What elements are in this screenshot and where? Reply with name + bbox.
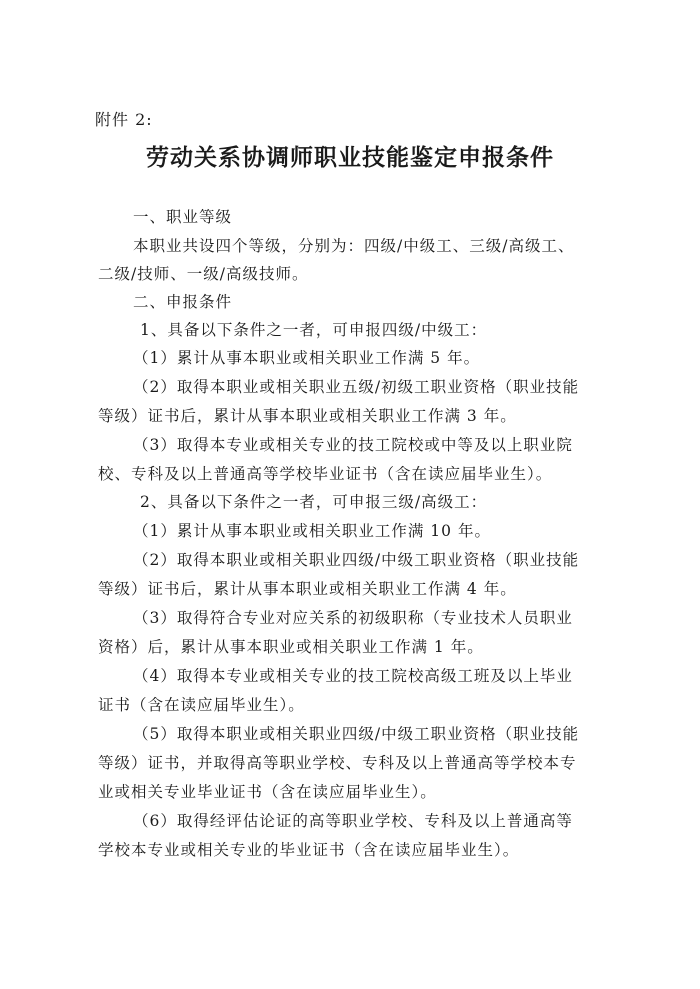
paragraph-line: （2）取得本职业或相关职业五级/初级工职业资格（职业技能 [133,378,580,396]
paragraph-line: （3）取得符合专业对应关系的初级职称（专业技术人员职业 [133,609,573,627]
paragraph-line: 二级/技师、一级/高级技师。 [98,265,309,283]
paragraph-line: 校、专科及以上普通高等学校毕业证书（含在读应届毕业生）。 [98,465,553,483]
paragraph-line: 等级）证书后，累计从事本职业或相关职业工作满 3 年。 [98,407,517,425]
paragraph-line: （1）累计从事本职业或相关职业工作满 5 年。 [133,349,481,367]
paragraph-line: 业或相关专业毕业证书（含在读应届毕业生）。 [98,783,437,801]
paragraph-line: 等级）证书，并取得高等职业学校、专科及以上普通高等学校本专 [98,754,577,772]
paragraph-line: 证书（含在读应届毕业生）。 [98,696,305,714]
paragraph-line: 本职业共设四个等级，分别为：四级/中级工、三级/高级工、 [133,237,575,255]
section-heading-levels: 一、职业等级 [133,208,233,226]
paragraph-line: （6）取得经评估论证的高等职业学校、专科及以上普通高等 [133,812,573,830]
paragraph-line: （4）取得本专业或相关专业的技工院校高级工班及以上毕业 [133,667,573,685]
paragraph-line: （5）取得本职业或相关职业四级/中级工职业资格（职业技能 [133,725,580,743]
paragraph-line: （2）取得本职业或相关职业四级/中级工职业资格（职业技能 [133,551,580,569]
paragraph-line: （3）取得本专业或相关专业的技工院校或中等及以上职业院 [133,436,573,454]
section-heading-conditions: 二、申报条件 [133,293,233,311]
paragraph-line: 学校本专业或相关专业的毕业证书（含在读应届毕业生）。 [98,841,520,859]
attachment-label: 附件 2: [95,110,153,129]
paragraph-line: 资格）后，累计从事本职业或相关职业工作满 1 年。 [98,638,484,656]
document-title: 劳动关系协调师职业技能鉴定申报条件 [146,144,554,171]
paragraph-line: 等级）证书后，累计从事本职业或相关职业工作满 4 年。 [98,580,517,598]
condition-heading: 2、具备以下条件之一者，可申报三级/高级工： [140,493,488,511]
condition-heading: 1、具备以下条件之一者，可申报四级/中级工： [140,321,488,339]
paragraph-line: （1）累计从事本职业或相关职业工作满 10 年。 [133,522,491,540]
